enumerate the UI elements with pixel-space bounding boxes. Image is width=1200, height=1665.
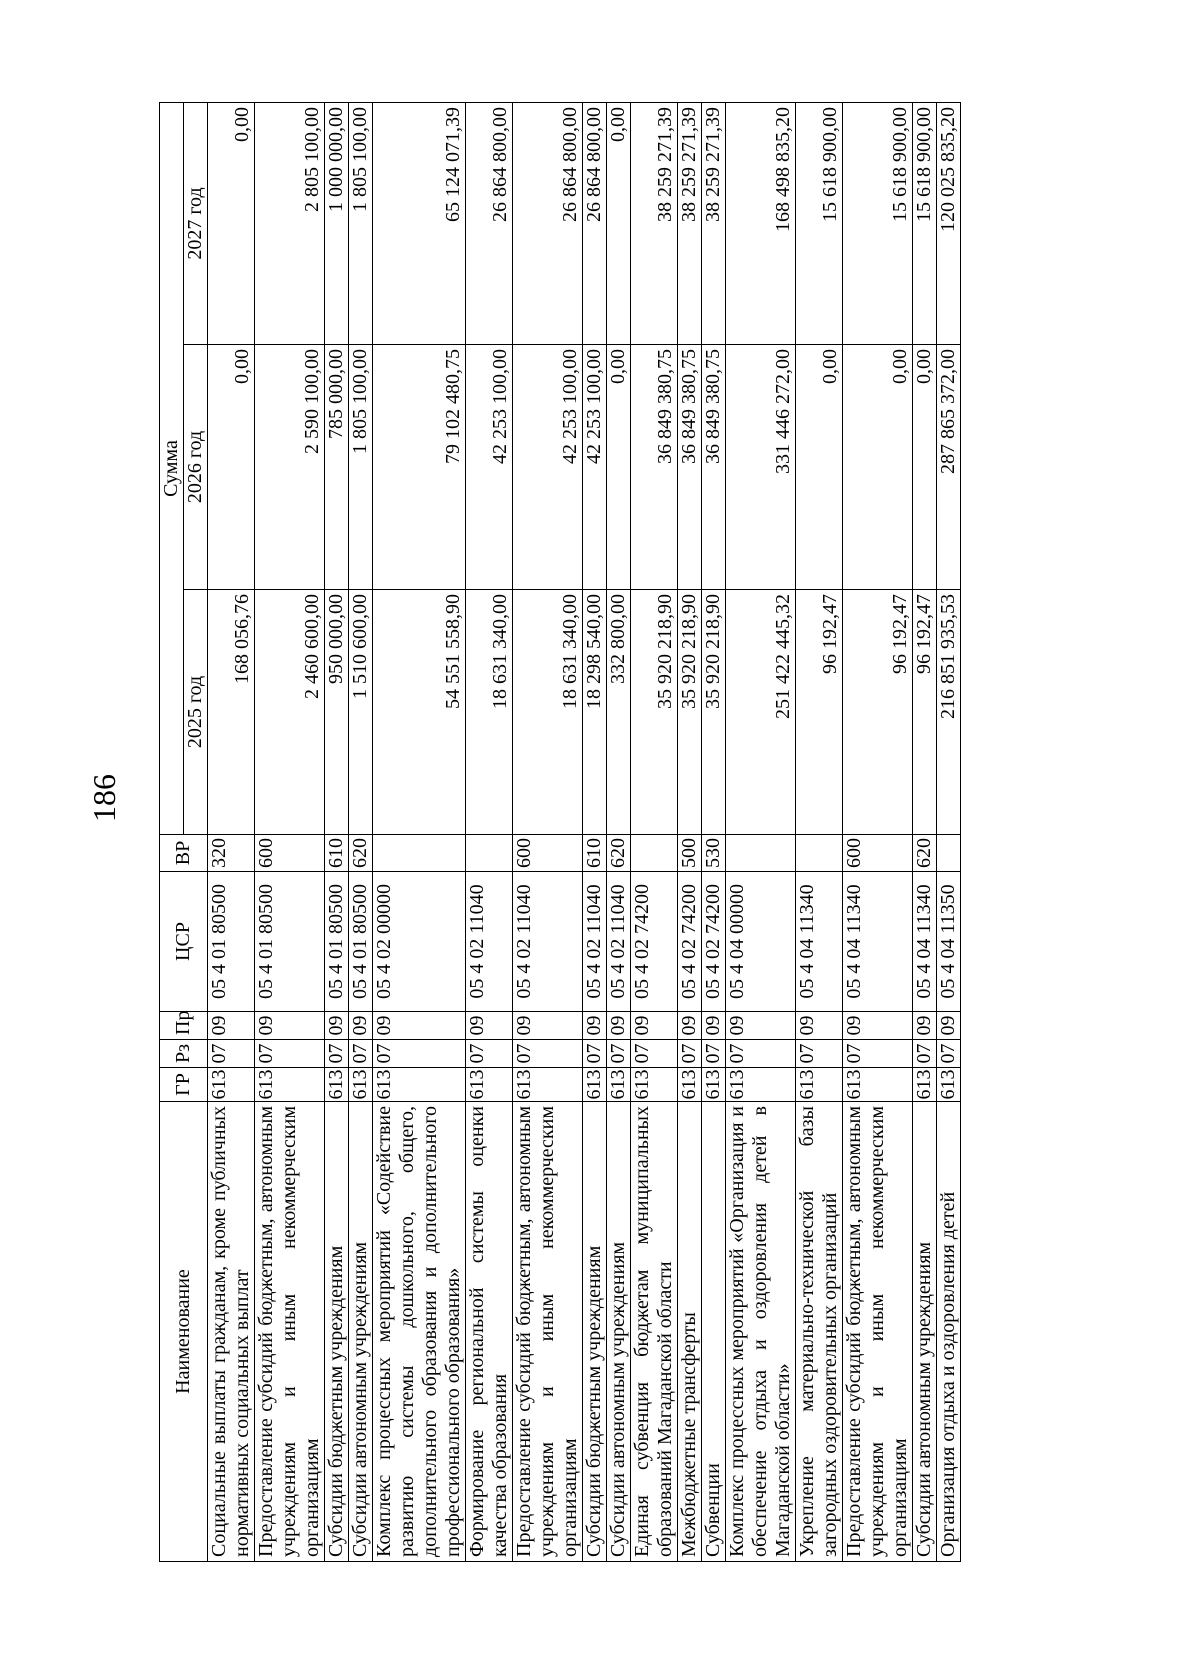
cell-pr: 09 — [678, 1012, 702, 1040]
cell-2025: 96 192,47 — [796, 590, 843, 835]
cell-name: Укрепление материально-технической базы загородных оздоровительных организаций — [796, 1102, 843, 1562]
cell-csr: 05 4 01 80500 — [208, 872, 255, 1012]
cell-vr: 620 — [913, 835, 937, 872]
cell-csr: 05 4 02 11040 — [583, 872, 607, 1012]
cell-2025: 35 920 218,90 — [631, 590, 678, 835]
cell-gr: 613 — [513, 1068, 583, 1102]
cell-csr: 05 4 01 80500 — [349, 872, 373, 1012]
cell-2026: 79 102 480,75 — [373, 345, 466, 590]
cell-2026: 785 000,00 — [325, 345, 349, 590]
cell-pr: 09 — [466, 1012, 513, 1040]
cell-2025: 1 510 600,00 — [349, 590, 373, 835]
cell-2027: 26 864 800,00 — [466, 102, 513, 344]
cell-2026: 0,00 — [607, 345, 631, 590]
cell-gr: 613 — [631, 1068, 678, 1102]
cell-pr: 09 — [702, 1012, 726, 1040]
cell-2027: 1 000 000,00 — [325, 102, 349, 344]
cell-2026: 36 849 380,75 — [631, 345, 678, 590]
table-row — [726, 102, 796, 1561]
cell-2027: 2 805 100,00 — [255, 102, 325, 344]
cell-pr: 09 — [937, 1012, 961, 1040]
cell-vr: 610 — [325, 835, 349, 872]
table-row — [373, 102, 466, 1561]
cell-csr: 05 4 01 80500 — [255, 872, 325, 1012]
header-name: Наименование — [160, 1102, 208, 1562]
cell-2025: 251 422 445,32 — [726, 590, 796, 835]
cell-gr: 613 — [607, 1069, 629, 1100]
cell-2027: 15 618 900,00 — [913, 102, 937, 344]
cell-2027: 0,00 — [208, 102, 255, 344]
cell-gr: 613 — [726, 1068, 796, 1102]
cell-rz: 07 — [702, 1040, 726, 1068]
cell-name: Формирование региональной системы оценки качества образования — [466, 1102, 513, 1562]
cell-2026: 42 253 100,00 — [583, 345, 607, 590]
cell-name: Субвенции — [702, 1102, 726, 1562]
cell-gr: 613 — [349, 1069, 371, 1100]
cell-2026: 0,00 — [796, 345, 843, 590]
cell-2025: 18 631 340,00 — [513, 590, 583, 835]
cell-rz: 07 — [631, 1040, 678, 1068]
cell-2027: 26 864 800,00 — [513, 102, 583, 344]
cell-2026: 0,00 — [208, 345, 255, 590]
table-row — [583, 102, 607, 1561]
cell-gr: 613 — [702, 1069, 724, 1100]
cell-vr: 600 — [255, 835, 325, 872]
cell-vr: 600 — [843, 835, 913, 872]
cell-name: Субсидии бюджетным учреждениям — [583, 1102, 607, 1562]
cell-gr: 613 — [796, 1068, 843, 1102]
cell-2027: 15 618 900,00 — [796, 102, 843, 344]
cell-gr: 613 — [913, 1069, 935, 1100]
cell-vr — [373, 835, 466, 872]
cell-gr: 613 — [255, 1068, 325, 1102]
table-row — [937, 102, 961, 1561]
cell-name: Субсидии автономным учреждениям — [607, 1102, 631, 1562]
cell-rz: 07 — [349, 1040, 373, 1068]
cell-pr: 09 — [513, 1012, 583, 1040]
cell-2026: 2 590 100,00 — [255, 345, 325, 590]
cell-2026: 42 253 100,00 — [466, 345, 513, 590]
cell-pr: 09 — [325, 1012, 349, 1040]
cell-rz: 07 — [583, 1040, 607, 1068]
cell-csr: 05 4 02 11040 — [466, 872, 513, 1012]
cell-name: Организация отдыха и оздоровления детей — [937, 1102, 961, 1562]
cell-2027: 38 259 271,39 — [702, 102, 726, 344]
cell-name: Предоставление субсидий бюджетным, автономным учреждениям и иным некоммерческим организациям — [255, 1102, 325, 1562]
table-row — [349, 102, 373, 1561]
cell-name: Комплекс процессных мероприятий «Организация и обеспечение отдыха и оздоровления детей в Магаданской области» — [726, 1102, 796, 1562]
cell-2025: 950 000,00 — [325, 590, 349, 835]
cell-vr — [631, 835, 678, 872]
cell-vr: 530 — [702, 835, 726, 872]
header-vr: ВР — [160, 835, 208, 872]
cell-vr — [796, 835, 843, 872]
cell-vr — [726, 835, 796, 872]
cell-2026: 36 849 380,75 — [702, 345, 726, 590]
header-pr: Пр — [160, 1012, 208, 1040]
header-csr: ЦСР — [160, 872, 208, 1012]
cell-csr: 05 4 01 80500 — [325, 872, 349, 1012]
cell-rz: 07 — [208, 1040, 255, 1068]
cell-2025: 216 851 935,53 — [937, 590, 961, 835]
cell-pr: 09 — [631, 1012, 678, 1040]
cell-2027: 168 498 835,20 — [726, 102, 796, 344]
cell-2025: 332 800,00 — [607, 590, 631, 835]
table-row — [607, 102, 631, 1561]
table-row — [255, 102, 325, 1561]
cell-name: Единая субвенция бюджетам муниципальных образований Магаданской области — [631, 1102, 678, 1562]
cell-gr: 613 — [373, 1068, 466, 1102]
cell-name: Межбюджетные трансферты — [678, 1102, 702, 1562]
cell-csr: 05 4 02 74200 — [702, 872, 726, 1012]
cell-csr: 05 4 02 74200 — [678, 872, 702, 1012]
table-row — [678, 102, 702, 1561]
cell-rz: 07 — [466, 1040, 513, 1068]
cell-2027: 65 124 071,39 — [373, 102, 466, 344]
cell-name: Субсидии автономным учреждениям — [349, 1102, 373, 1562]
cell-csr: 05 4 02 74200 — [631, 872, 678, 1012]
cell-csr: 05 4 04 11340 — [843, 872, 913, 1012]
cell-name: Социальные выплаты гражданам, кроме публичных нормативных социальных выплат — [208, 1102, 255, 1562]
cell-pr: 09 — [913, 1012, 937, 1040]
table-body — [208, 102, 961, 1561]
cell-csr: 05 4 04 11350 — [937, 872, 961, 1012]
cell-2027: 0,00 — [607, 102, 631, 344]
cell-2025: 35 920 218,90 — [702, 590, 726, 835]
cell-rz: 07 — [678, 1040, 702, 1068]
cell-2027: 26 864 800,00 — [583, 102, 607, 344]
cell-pr: 09 — [208, 1012, 255, 1040]
cell-2026: 36 849 380,75 — [678, 345, 702, 590]
cell-vr: 620 — [349, 835, 373, 872]
cell-gr: 613 — [937, 1069, 959, 1100]
cell-name: Субсидии автономным учреждениям — [913, 1102, 937, 1562]
cell-pr: 09 — [726, 1012, 796, 1040]
cell-rz: 07 — [796, 1040, 843, 1068]
rotated-table-container — [159, 103, 961, 1562]
cell-rz: 07 — [913, 1040, 937, 1068]
cell-csr: 05 4 02 00000 — [373, 872, 466, 1012]
cell-name: Субсидии бюджетным учреждениям — [325, 1102, 349, 1562]
table-row — [843, 102, 913, 1561]
cell-2025: 18 631 340,00 — [466, 590, 513, 835]
table-row — [631, 102, 678, 1561]
cell-2025: 96 192,47 — [913, 590, 937, 835]
cell-2027: 38 259 271,39 — [631, 102, 678, 344]
cell-pr: 09 — [583, 1012, 607, 1040]
cell-vr: 320 — [208, 835, 255, 872]
cell-gr: 613 — [843, 1068, 913, 1102]
cell-rz: 07 — [843, 1040, 913, 1068]
table-row — [913, 102, 937, 1561]
cell-2026: 1 805 100,00 — [349, 345, 373, 590]
cell-2026: 42 253 100,00 — [513, 345, 583, 590]
cell-vr: 600 — [513, 835, 583, 872]
cell-gr: 613 — [583, 1069, 605, 1100]
cell-csr: 05 4 04 00000 — [726, 872, 796, 1012]
header-2025: 2025 год — [184, 590, 208, 835]
cell-pr: 09 — [349, 1012, 373, 1040]
header-gr: ГР — [160, 1068, 208, 1102]
cell-2025: 168 056,76 — [208, 590, 255, 835]
cell-rz: 07 — [325, 1040, 349, 1068]
table-row — [466, 102, 513, 1561]
cell-csr: 05 4 04 11340 — [913, 872, 937, 1012]
cell-csr: 05 4 02 11040 — [607, 872, 631, 1012]
cell-vr: 500 — [678, 835, 702, 872]
header-sum: Сумма — [160, 102, 184, 834]
cell-2025: 18 298 540,00 — [583, 590, 607, 835]
cell-2027: 120 025 835,20 — [937, 102, 961, 344]
budget-table — [159, 102, 961, 1562]
cell-name: Предоставление субсидий бюджетным, автономным учреждениям и иным некоммерческим организациям — [843, 1102, 913, 1562]
cell-2027: 15 618 900,00 — [843, 102, 913, 344]
cell-pr: 09 — [796, 1012, 843, 1040]
cell-2026: 287 865 372,00 — [937, 345, 961, 590]
cell-gr: 613 — [325, 1069, 347, 1100]
cell-2026: 0,00 — [913, 345, 937, 590]
cell-pr: 09 — [843, 1012, 913, 1040]
header-2027: 2027 год — [184, 102, 208, 344]
cell-gr: 613 — [678, 1069, 700, 1100]
cell-2027: 1 805 100,00 — [349, 102, 373, 344]
cell-rz: 07 — [726, 1040, 796, 1068]
header-rz: Рз — [160, 1040, 208, 1068]
cell-rz: 07 — [937, 1040, 961, 1068]
cell-rz: 07 — [513, 1040, 583, 1068]
page-number: 186 — [86, 774, 122, 822]
cell-vr — [466, 835, 513, 872]
table-row — [796, 102, 843, 1561]
cell-2026: 331 446 272,00 — [726, 345, 796, 590]
cell-2027: 38 259 271,39 — [678, 102, 702, 344]
cell-2026: 0,00 — [843, 345, 913, 590]
cell-pr: 09 — [607, 1012, 631, 1040]
cell-2025: 96 192,47 — [843, 590, 913, 835]
cell-pr: 09 — [373, 1012, 466, 1040]
cell-rz: 07 — [373, 1040, 466, 1068]
cell-name: Комплекс процессных мероприятий «Содействие развитию системы дошкольного, общего, дополнительного образования и дополнительного профессионального образования» — [373, 1102, 466, 1562]
cell-2025: 54 551 558,90 — [373, 590, 466, 835]
cell-gr: 613 — [208, 1068, 255, 1102]
cell-rz: 07 — [255, 1040, 325, 1068]
table-row — [513, 102, 583, 1561]
cell-2025: 35 920 218,90 — [678, 590, 702, 835]
table-row — [325, 102, 349, 1561]
cell-2025: 2 460 600,00 — [255, 590, 325, 835]
cell-vr — [937, 835, 961, 872]
header-row-1 — [160, 102, 184, 1561]
cell-rz: 07 — [607, 1040, 631, 1068]
cell-vr: 610 — [583, 835, 607, 872]
cell-gr: 613 — [466, 1068, 513, 1102]
cell-name: Предоставление субсидий бюджетным, автономным учреждениям и иным некоммерческим организациям — [513, 1102, 583, 1562]
table-row — [702, 102, 726, 1561]
cell-csr: 05 4 04 11340 — [796, 872, 843, 1012]
header-2026: 2026 год — [184, 345, 208, 590]
cell-vr: 620 — [607, 835, 631, 872]
cell-pr: 09 — [255, 1012, 325, 1040]
table-row — [208, 102, 255, 1561]
cell-csr: 05 4 02 11040 — [513, 872, 583, 1012]
